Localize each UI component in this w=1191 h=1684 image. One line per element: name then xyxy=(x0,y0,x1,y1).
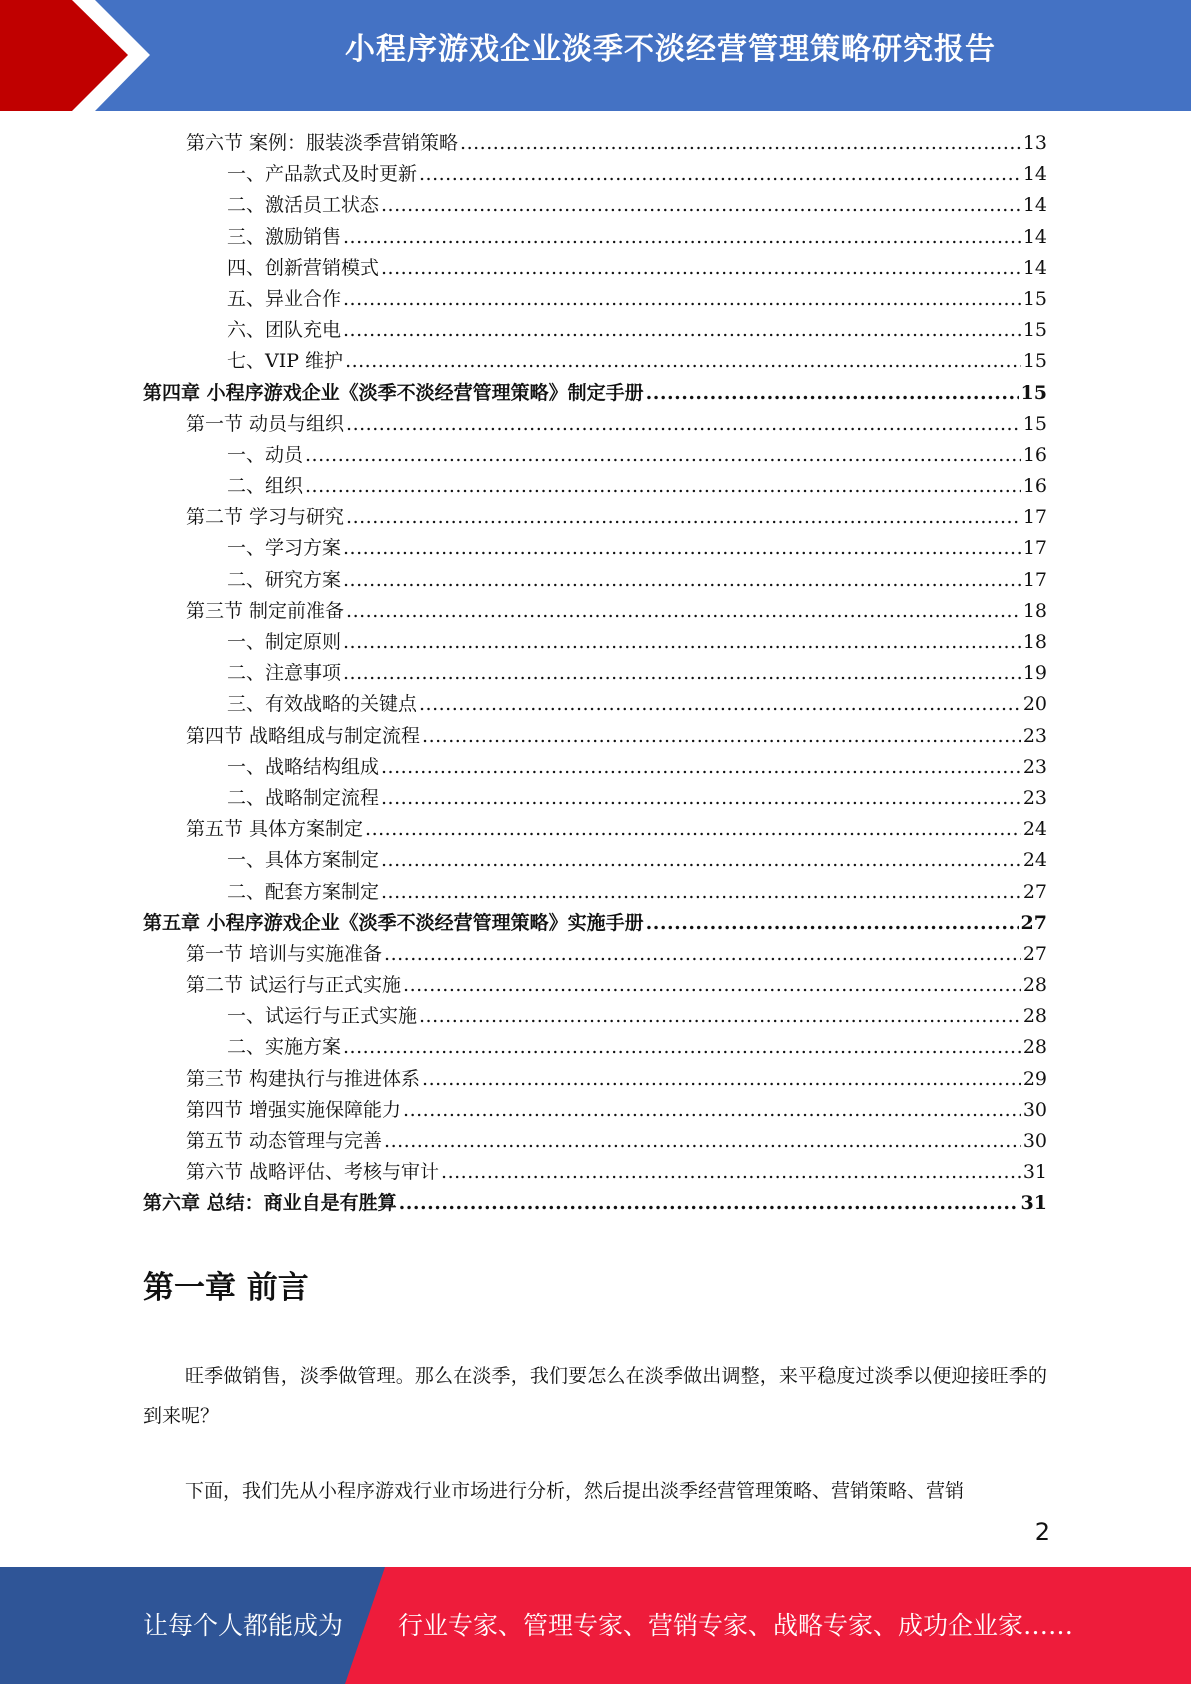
header-arrow-decoration xyxy=(0,0,160,111)
toc-dot-leader xyxy=(419,1001,1021,1032)
toc-entry[interactable] xyxy=(143,845,1047,876)
toc-dot-leader xyxy=(384,1126,1021,1157)
toc-entry[interactable] xyxy=(143,565,1047,596)
toc-entry-label: 三、激励销售 xyxy=(227,222,343,253)
toc-entry[interactable] xyxy=(143,908,1047,939)
toc-entry-label: 二、战略制定流程 xyxy=(227,783,381,814)
toc-entry-label: 第三节 制定前准备 xyxy=(186,596,346,627)
toc-dot-leader xyxy=(441,1157,1021,1188)
toc-dot-leader xyxy=(305,440,1021,471)
toc-dot-leader xyxy=(343,533,1021,564)
toc-dot-leader xyxy=(381,877,1021,908)
body-paragraph-1: 旺季做销售，淡季做管理。那么在淡季，我们要怎么在淡季做出调整，来平稳度过淡季以便迎接旺季的到来呢？ xyxy=(143,1365,1047,1427)
toc-entry[interactable] xyxy=(143,752,1047,783)
toc-entry[interactable] xyxy=(143,596,1047,627)
toc-dot-leader xyxy=(343,1032,1021,1063)
toc-entry[interactable] xyxy=(143,502,1047,533)
toc-dot-leader xyxy=(399,1188,1019,1219)
toc-entry[interactable] xyxy=(143,1126,1047,1157)
toc-dot-leader xyxy=(381,783,1021,814)
toc-entry-label: 第五节 具体方案制定 xyxy=(186,814,365,845)
toc-entry-label: 一、制定原则 xyxy=(227,627,343,658)
toc-entry[interactable] xyxy=(143,658,1047,689)
toc-entry[interactable] xyxy=(143,721,1047,752)
toc-entry[interactable] xyxy=(143,159,1047,190)
toc-dot-leader xyxy=(345,346,1021,377)
toc-entry-page: 23 xyxy=(1022,755,1047,778)
toc-entry-page: 23 xyxy=(1022,724,1047,747)
toc-dot-leader xyxy=(305,471,1021,502)
toc-entry[interactable] xyxy=(143,1095,1047,1126)
toc-entry-page: 27 xyxy=(1020,911,1047,934)
toc-dot-leader xyxy=(343,284,1021,315)
toc-entry-label: 第五节 动态管理与完善 xyxy=(186,1126,384,1157)
toc-entry[interactable] xyxy=(143,939,1047,970)
toc-entry[interactable] xyxy=(143,378,1047,409)
toc-entry-page: 17 xyxy=(1022,537,1047,560)
toc-entry-page: 31 xyxy=(1020,1192,1047,1215)
toc-entry-page: 27 xyxy=(1022,942,1047,965)
toc-entry[interactable] xyxy=(143,440,1047,471)
toc-entry[interactable] xyxy=(143,689,1047,720)
toc-dot-leader xyxy=(381,190,1021,221)
chapter-heading: 第一章 前言 xyxy=(143,1270,309,1306)
toc-entry-page: 15 xyxy=(1022,287,1047,310)
toc-entry[interactable] xyxy=(143,1157,1047,1188)
header-title: 小程序游戏企业淡季不淡经营管理策略研究报告 xyxy=(345,32,996,67)
toc-entry-label: 六、团队充电 xyxy=(227,315,343,346)
toc-dot-leader xyxy=(343,565,1021,596)
toc-entry-label: 七、VIP 维护 xyxy=(227,346,345,377)
toc-entry-label: 一、产品款式及时更新 xyxy=(227,159,419,190)
toc-entry[interactable] xyxy=(143,1032,1047,1063)
toc-entry-page: 28 xyxy=(1022,1036,1047,1059)
body-paragraph-2: 下面，我们先从小程序游戏行业市场进行分析，然后提出淡季经营管理策略、营销策略、营销 xyxy=(185,1480,965,1502)
toc-entry-label: 一、战略结构组成 xyxy=(227,752,381,783)
toc-entry-page: 27 xyxy=(1022,880,1047,903)
toc-entry[interactable] xyxy=(143,1064,1047,1095)
toc-dot-leader xyxy=(346,596,1021,627)
toc-dot-leader xyxy=(346,502,1021,533)
footer-slogan-right: 行业专家、管理专家、营销专家、战略专家、成功企业家…… xyxy=(398,1611,1074,1640)
toc-entry-label: 一、试运行与正式实施 xyxy=(227,1001,419,1032)
page-footer xyxy=(0,1567,1191,1684)
toc-entry-page: 16 xyxy=(1022,443,1047,466)
toc-entry[interactable] xyxy=(143,1001,1047,1032)
toc-entry-page: 17 xyxy=(1022,506,1047,529)
toc-entry-label: 三、有效战略的关键点 xyxy=(227,689,419,720)
toc-entry-label: 四、创新营销模式 xyxy=(227,253,381,284)
toc-entry-label: 第一节 培训与实施准备 xyxy=(186,939,384,970)
toc-entry-label: 一、学习方案 xyxy=(227,533,343,564)
toc-entry-label: 第二节 学习与研究 xyxy=(186,502,346,533)
page-number: 2 xyxy=(1034,1518,1050,1546)
toc-entry-label: 二、研究方案 xyxy=(227,565,343,596)
toc-dot-leader xyxy=(346,409,1021,440)
toc-entry[interactable] xyxy=(143,222,1047,253)
toc-dot-leader xyxy=(646,908,1019,939)
toc-entry-page: 18 xyxy=(1022,631,1047,653)
toc-entry-page: 15 xyxy=(1020,381,1047,404)
toc-entry-page: 13 xyxy=(1022,132,1047,154)
toc-entry-page: 30 xyxy=(1022,1130,1047,1152)
toc-entry[interactable] xyxy=(143,877,1047,908)
toc-dot-leader xyxy=(419,159,1021,190)
toc-dot-leader xyxy=(343,315,1021,346)
toc-entry-page: 17 xyxy=(1022,568,1047,591)
toc-entry-page: 15 xyxy=(1022,319,1047,342)
toc-entry-label: 二、实施方案 xyxy=(227,1032,343,1063)
toc-entry-page: 30 xyxy=(1022,1098,1047,1121)
toc-entry[interactable] xyxy=(143,783,1047,814)
toc-entry[interactable] xyxy=(143,315,1047,346)
toc-entry-label: 第四节 增强实施保障能力 xyxy=(186,1095,403,1126)
toc-entry-page: 15 xyxy=(1022,350,1047,373)
toc-entry-page: 18 xyxy=(1022,599,1047,622)
toc-entry-label: 第六章 总结：商业自是有胜算 xyxy=(143,1188,399,1219)
toc-dot-leader xyxy=(646,378,1019,409)
toc-entry-label: 二、激活员工状态 xyxy=(227,190,381,221)
toc-entry-page: 20 xyxy=(1022,693,1047,716)
toc-entry[interactable] xyxy=(143,284,1047,315)
toc-dot-leader xyxy=(343,627,1021,658)
toc-dot-leader xyxy=(403,1095,1021,1126)
toc-dot-leader xyxy=(422,721,1021,752)
toc-entry[interactable] xyxy=(143,253,1047,284)
table-of-contents xyxy=(143,128,1047,1220)
toc-entry-label: 第五章 小程序游戏企业《淡季不淡经营管理策略》实施手册 xyxy=(143,908,646,939)
toc-entry-label: 一、动员 xyxy=(227,440,305,471)
toc-entry[interactable] xyxy=(143,346,1047,377)
page-header xyxy=(0,0,1191,111)
toc-entry[interactable] xyxy=(143,190,1047,221)
toc-entry-label: 第四章 小程序游戏企业《淡季不淡经营管理策略》制定手册 xyxy=(143,378,646,409)
toc-entry[interactable] xyxy=(143,409,1047,440)
toc-entry-label: 五、异业合作 xyxy=(227,284,343,315)
toc-entry-page: 28 xyxy=(1022,974,1047,997)
toc-entry-label: 二、注意事项 xyxy=(227,658,343,689)
toc-dot-leader xyxy=(381,845,1021,876)
toc-entry-label: 第六节 案例：服装淡季营销策略 xyxy=(186,128,460,159)
toc-entry-page: 14 xyxy=(1022,194,1047,217)
toc-entry[interactable] xyxy=(143,814,1047,845)
toc-dot-leader xyxy=(343,222,1021,253)
toc-entry-page: 14 xyxy=(1022,225,1047,248)
toc-entry-page: 24 xyxy=(1022,818,1047,841)
toc-entry-page: 23 xyxy=(1022,786,1047,809)
toc-entry-page: 19 xyxy=(1022,662,1047,685)
toc-entry-label: 第二节 试运行与正式实施 xyxy=(186,970,403,1001)
toc-entry-page: 14 xyxy=(1022,256,1047,279)
toc-dot-leader xyxy=(384,939,1021,970)
toc-entry[interactable] xyxy=(143,970,1047,1001)
toc-entry-label: 第三节 构建执行与推进体系 xyxy=(186,1064,422,1095)
toc-entry-page: 14 xyxy=(1022,163,1047,186)
toc-entry-label: 一、具体方案制定 xyxy=(227,845,381,876)
toc-entry-label: 二、组织 xyxy=(227,471,305,502)
toc-dot-leader xyxy=(365,814,1021,845)
toc-entry[interactable] xyxy=(143,533,1047,564)
toc-entry[interactable] xyxy=(143,627,1047,658)
toc-dot-leader xyxy=(419,689,1021,720)
toc-dot-leader xyxy=(343,658,1021,689)
toc-dot-leader xyxy=(460,128,1021,159)
toc-entry[interactable] xyxy=(143,471,1047,502)
toc-entry-label: 第一节 动员与组织 xyxy=(186,409,346,440)
toc-entry-page: 31 xyxy=(1022,1161,1047,1184)
toc-entry-page: 15 xyxy=(1022,412,1047,435)
toc-entry-label: 二、配套方案制定 xyxy=(227,877,381,908)
footer-slogan-left: 让每个人都能成为 xyxy=(143,1611,344,1640)
toc-entry-page: 29 xyxy=(1022,1067,1047,1090)
toc-entry-page: 24 xyxy=(1022,849,1047,872)
toc-entry-label: 第六节 战略评估、考核与审计 xyxy=(186,1157,441,1188)
toc-entry-page: 16 xyxy=(1022,475,1047,498)
toc-entry-label: 第四节 战略组成与制定流程 xyxy=(186,721,422,752)
toc-entry[interactable] xyxy=(143,128,1047,159)
toc-dot-leader xyxy=(422,1064,1021,1095)
toc-entry[interactable] xyxy=(143,1188,1047,1219)
toc-dot-leader xyxy=(403,970,1021,1001)
toc-dot-leader xyxy=(381,253,1021,284)
toc-dot-leader xyxy=(381,752,1021,783)
toc-entry-page: 28 xyxy=(1022,1005,1047,1028)
